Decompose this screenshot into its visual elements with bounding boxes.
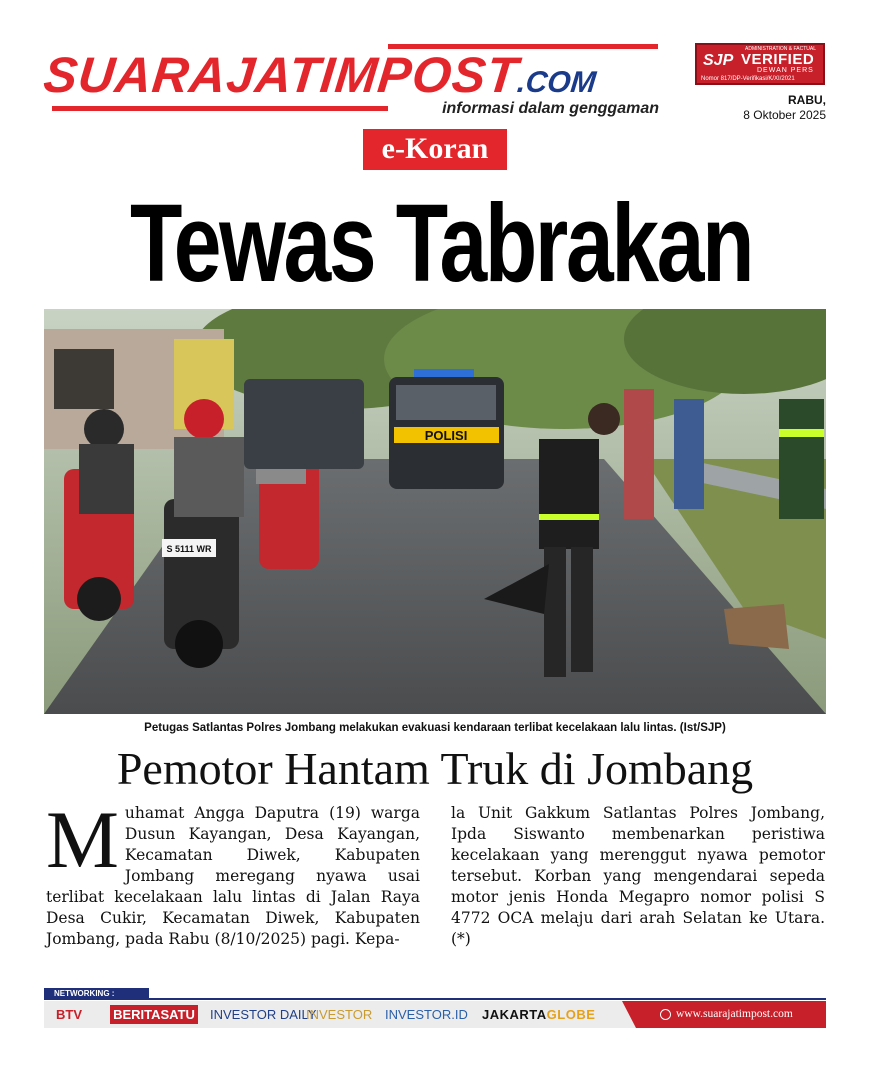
- masthead-bottom-rule: [52, 106, 388, 111]
- verified-badge: [695, 43, 825, 85]
- site-logo[interactable]: [41, 47, 662, 103]
- partner-beritasatu[interactable]: BERITASATU: [110, 1005, 198, 1024]
- news-photo-illustration: [44, 309, 826, 714]
- partner-investor[interactable]: INVESTOR: [306, 1007, 373, 1022]
- logo-suffix: .COM: [515, 66, 598, 99]
- main-headline: Tewas Tabrakan: [130, 182, 753, 305]
- license-plate-text: S 5111 WR: [166, 544, 212, 554]
- badge-small-text: ADMINISTRATION & FACTUAL: [745, 46, 817, 52]
- article-text-right: la Unit Gakkum Satlantas Polres Jombang, Ipda Siswanto membenarkan peristiwa kecelakaan yang merenggut nyawa pemotor tersebut. Korban yang mengendarai sepeda motor jenis Honda Megapro nomor polisi S 4772 OCA melaju dari arah Selatan ke Utara.(*): [451, 804, 825, 948]
- logo-main-text: SUARAJATIMPOST: [41, 47, 522, 103]
- badge-verified: VERIFIED: [741, 51, 815, 68]
- badge-council: DEWAN PERS: [757, 67, 814, 74]
- edition-label: e-Koran: [363, 129, 507, 170]
- website-box[interactable]: [636, 1001, 826, 1028]
- article-column-right: [451, 803, 825, 950]
- partner-globe-text: GLOBE: [546, 1007, 596, 1022]
- subheadline: Pemotor Hantam Truk di Jombang: [116, 743, 754, 794]
- partner-btv[interactable]: BTV: [56, 1007, 82, 1022]
- partner-jakarta-text: JAKARTA: [482, 1007, 547, 1022]
- partner-investor-id[interactable]: INVESTOR.ID: [385, 1007, 468, 1022]
- photo-caption: Petugas Satlantas Polres Jombang melakukan evakuasi kendaraan terlibat kecelakaan lalu lintas. (Ist/SJP): [144, 722, 726, 734]
- article-text-left: uhamat Angga Daputra (19) warga Dusun Kayangan, Desa Kayangan, Kecamatan Diwek, Kabupaten Jombang meregang nyawa usai terlibat kecelakaan lalu lintas di Jalan Raya Desa Cukir, Kecamatan Diwek, Kabupaten Jombang, pada Rabu (8/10/2025) pagi. Kepa-: [46, 804, 420, 948]
- badge-number: Nomor 817/DP-Verifikasi/K/XI/2021: [701, 76, 795, 82]
- website-link[interactable]: [660, 1001, 793, 1028]
- tagline: informasi dalam genggaman: [442, 100, 659, 117]
- networking-label: NETWORKING :: [44, 988, 149, 1000]
- drop-cap: M: [46, 794, 119, 885]
- partner-jakartaglobe[interactable]: [482, 1005, 595, 1024]
- footer-bar: [44, 1001, 826, 1028]
- badge-brand: SJP: [703, 52, 734, 69]
- police-vehicle-text: POLISI: [424, 428, 468, 443]
- partner-investor-daily[interactable]: INVESTOR DAILY: [210, 1007, 317, 1022]
- article-column-left: [46, 794, 420, 950]
- globe-icon: [660, 1009, 671, 1020]
- website-text: www.suarajatimpost.com: [676, 1008, 793, 1020]
- news-photo: [44, 309, 826, 714]
- issue-day: RABU,: [788, 93, 826, 107]
- footer-rule: [44, 998, 826, 1000]
- issue-date: 8 Oktober 2025: [743, 108, 826, 122]
